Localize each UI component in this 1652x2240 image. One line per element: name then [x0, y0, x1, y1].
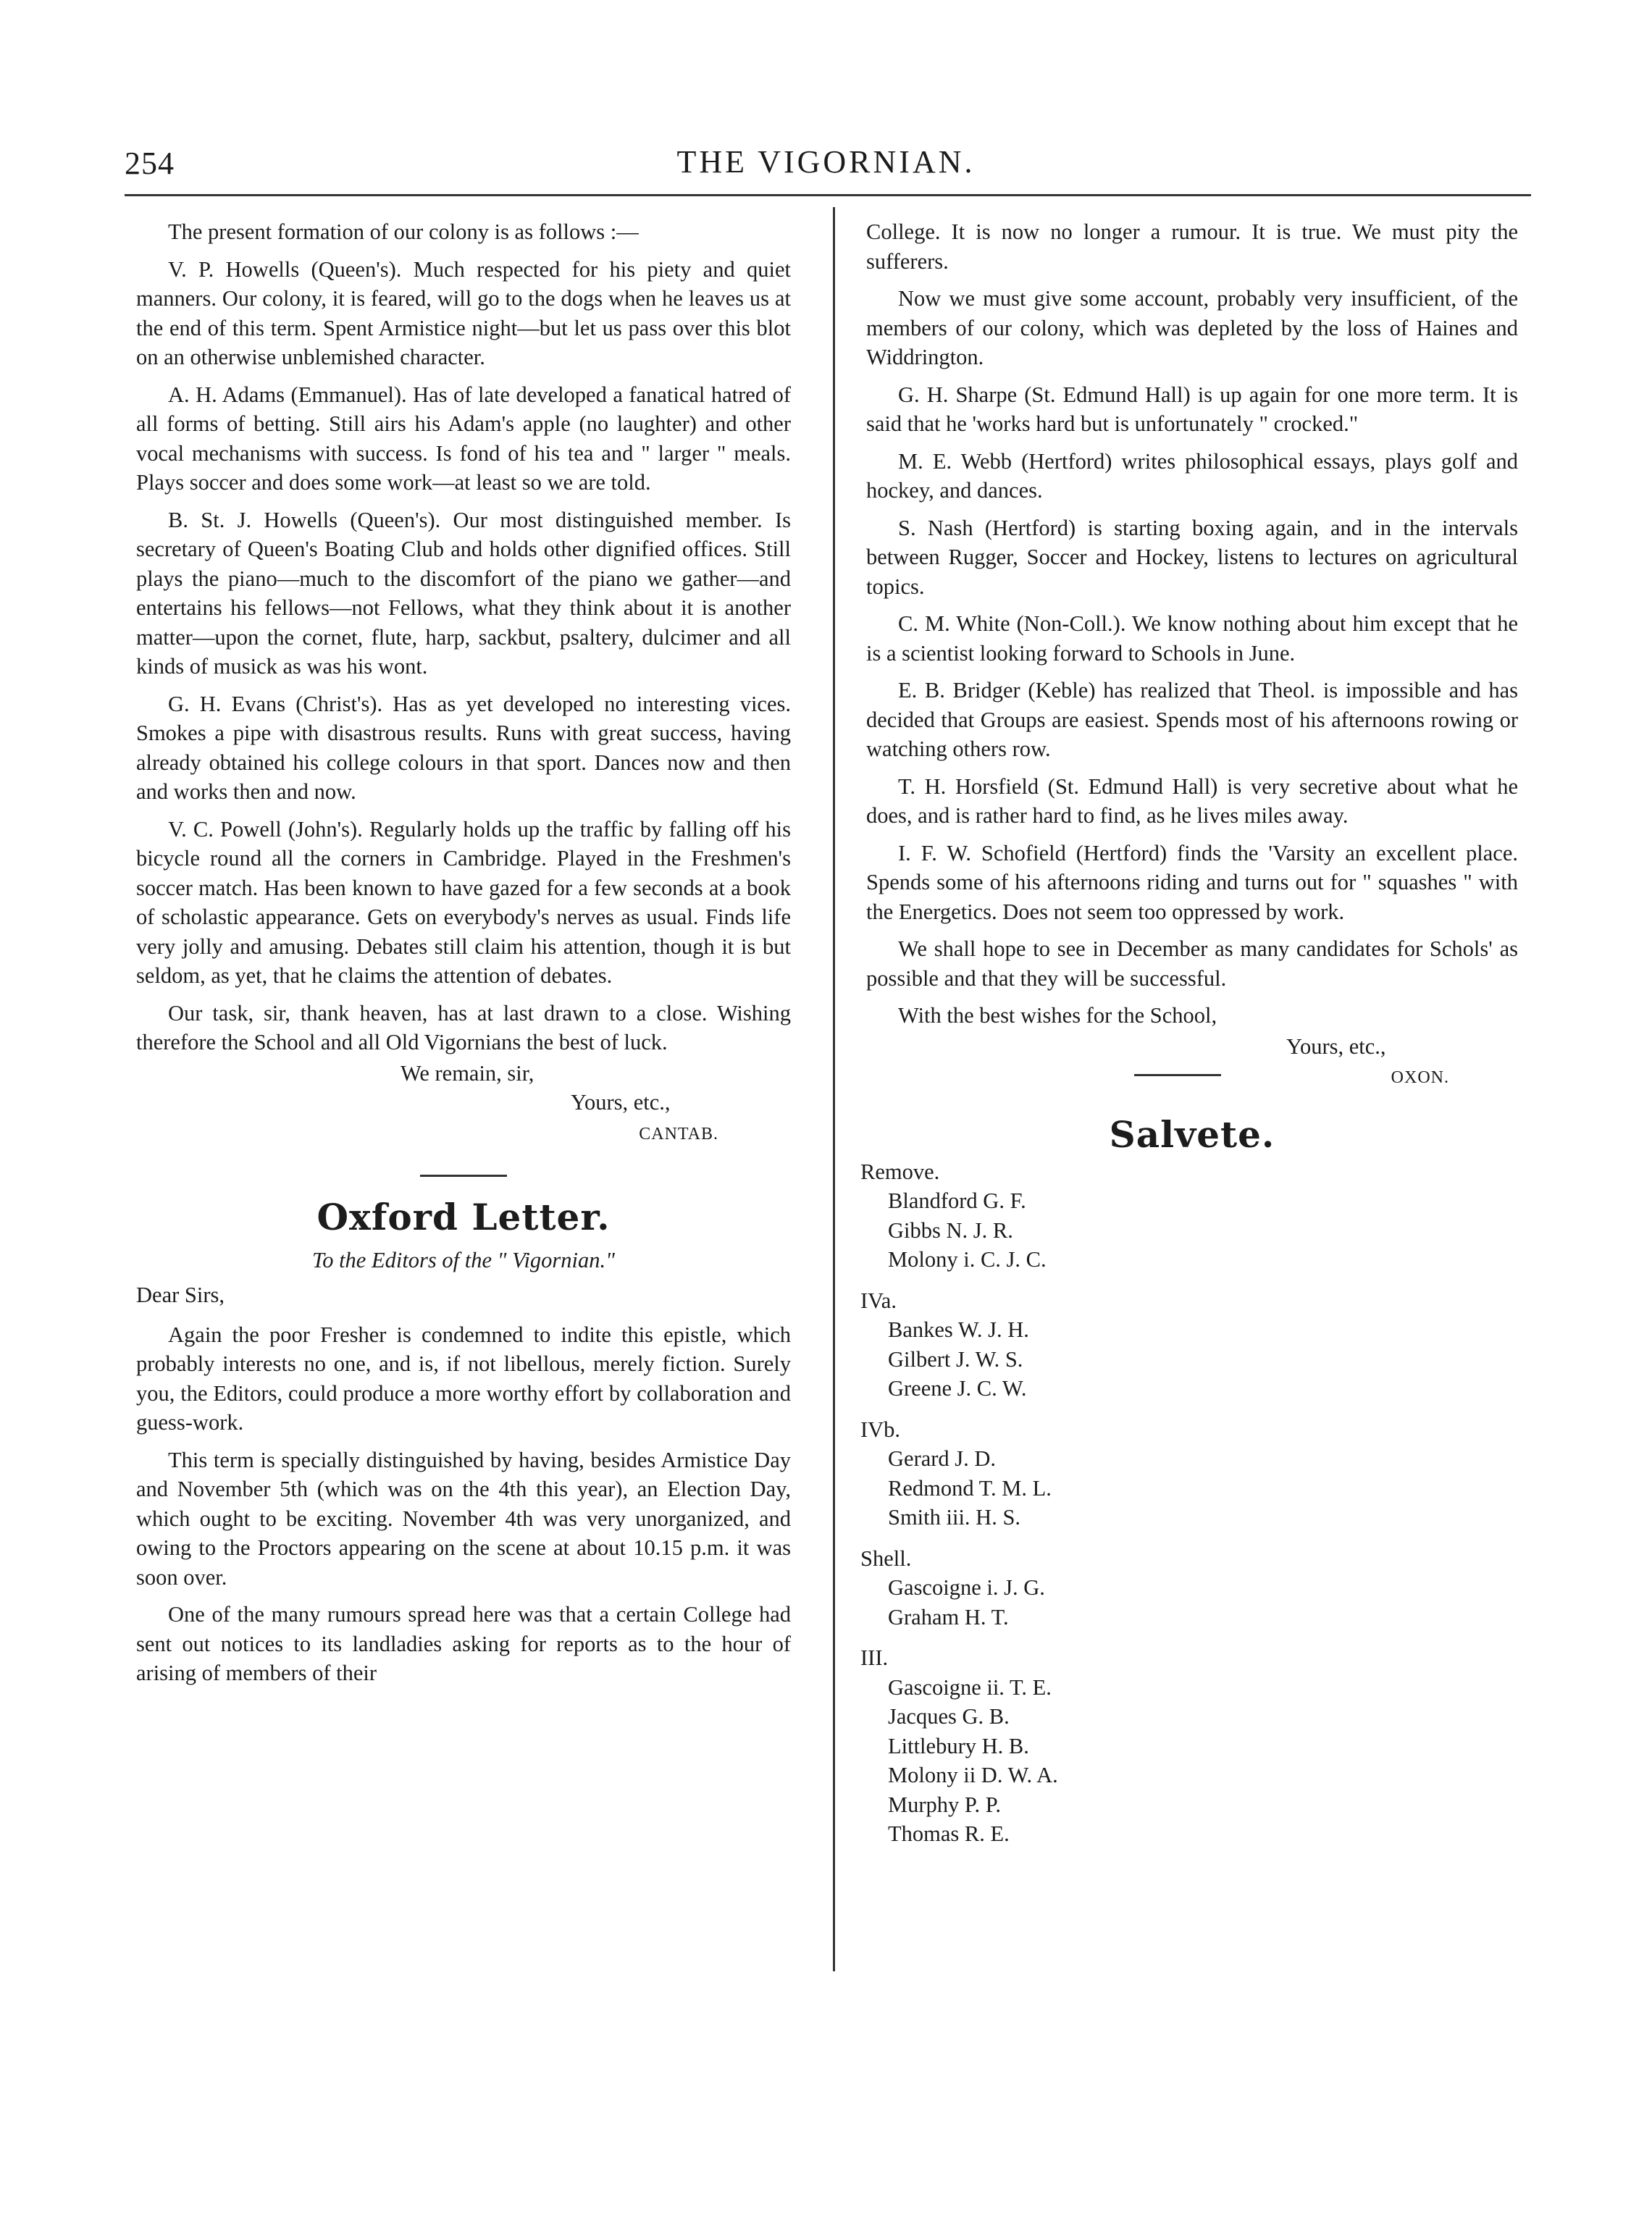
- form-group: [860, 1415, 1518, 1532]
- cambridge-paragraph: V. C. Powell (John's). Regularly holds up the traffic by falling off his bicycle round all the corners in Cambridge. Played in the Freshmen's soccer match. Has been known to have gazed for a few seconds at a book of scholastic appearance. Gets on everybody's nerves as usual. Finds life very jolly and amusing. Debates still claim his attention, though it is but seldom, as yet, that he claims the attention of debates.: [136, 816, 791, 988]
- cambridge-signature: CANTAB.: [639, 1124, 718, 1144]
- pupil-name: Molony ii D. W. A.: [888, 1763, 1058, 1787]
- form-group: [860, 1643, 1518, 1849]
- pupil-name: Graham H. T.: [888, 1604, 1009, 1629]
- cambridge-paragraph: V. P. Howells (Queen's). Much respected for his piety and quiet manners. Our colony, it is feared, will go to the dogs when he leaves us at the end of this term. Spent Armistice night—but let us pass over this blot on an otherwise unblemished character.: [136, 256, 791, 369]
- pupil-name: Gibbs N. J. R.: [888, 1217, 1013, 1243]
- oxford-paragraph: Again the poor Fresher is condemned to indite this epistle, which probably interests no one, and is, if not libellous, merely fiction. Surely you, the Editors, could produce a more worthy effort by collaboration and guess-work.: [136, 1322, 791, 1435]
- oxford-paragraph: M. E. Webb (Hertford) writes philosophical essays, plays golf and hockey, and dances.: [866, 448, 1518, 503]
- section-separator: [1134, 1074, 1221, 1076]
- pupil-name: Gascoigne i. J. G.: [888, 1575, 1045, 1600]
- pupil-name: Bankes W. J. H.: [888, 1317, 1029, 1342]
- pupil-name: Blandford G. F.: [888, 1188, 1026, 1213]
- running-head: THE VIGORNIAN.: [676, 144, 976, 180]
- cambridge-paragraph: A. H. Adams (Emmanuel). Has of late developed a fanatical hatred of all forms of betting. Still airs his Adam's apple (no laughter) and other vocal mechanisms with success. Is fond of his tea and " larger " meals. Plays soccer and does some work—at least so we are told.: [136, 382, 791, 495]
- oxford-paragraph: S. Nash (Hertford) is starting boxing again, and in the intervals between Rugger, Soccer and Hockey, listens to lectures on agricultural topics.: [866, 515, 1518, 599]
- cambridge-closing-1: We remain, sir,: [401, 1060, 534, 1086]
- left-column: [136, 217, 791, 1696]
- salvete-heading: Salvete.: [1109, 1113, 1275, 1156]
- oxford-paragraph: This term is specially distinguished by having, besides Armistice Day and November 5th (which was on the 4th this year), an Election Day, which ought to be exciting. November 4th was very unorganized, and owing to the Proctors appearing on the scene at about 10.15 p.m. it was soon over.: [136, 1447, 791, 1590]
- pupil-name: Molony i. C. J. C.: [888, 1247, 1047, 1272]
- section-separator: [420, 1175, 507, 1177]
- pupil-name: Murphy P. P.: [888, 1792, 1001, 1817]
- header-rule: [125, 194, 1531, 196]
- oxford-letter-subheading: To the Editors of the " Vigornian.": [312, 1247, 615, 1272]
- form-label: Remove.: [860, 1159, 940, 1184]
- right-column: [860, 217, 1518, 1861]
- cambridge-paragraph: Our task, sir, thank heaven, has at last drawn to a close. Wishing therefore the School and all Old Vigornians the best of luck.: [136, 1000, 791, 1054]
- page-number: 254: [125, 146, 175, 181]
- oxford-salutation: Dear Sirs,: [136, 1283, 225, 1307]
- pupil-name: Gascoigne ii. T. E.: [888, 1674, 1052, 1700]
- oxford-paragraph: I. F. W. Schofield (Hertford) finds the 'Varsity an excellent place. Spends some of his afternoons riding and turns out for " squashes " with the Energetics. Does not seem too oppressed by work.: [866, 840, 1518, 924]
- form-group: [860, 1157, 1518, 1275]
- oxford-paragraph: With the best wishes for the School,: [898, 1003, 1217, 1028]
- oxford-paragraph: G. H. Sharpe (St. Edmund Hall) is up again for one more term. It is said that he 'works hard but is unfortunately " crocked.": [866, 382, 1518, 436]
- form-label: Shell.: [860, 1545, 912, 1571]
- pupil-name: Redmond T. M. L.: [888, 1475, 1052, 1501]
- salvete-list: [860, 1157, 1518, 1849]
- pupil-name: Jacques G. B.: [888, 1704, 1010, 1729]
- oxford-continuation: College. It is now no longer a rumour. It is true. We must pity the sufferers.: [866, 219, 1518, 274]
- form-group: [860, 1544, 1518, 1632]
- form-label: III.: [860, 1645, 889, 1670]
- form-group: [860, 1286, 1518, 1404]
- oxford-paragraph: E. B. Bridger (Keble) has realized that Theol. is impossible and has decided that Groups are easiest. Spends most of his afternoons rowing or watching others row.: [866, 678, 1518, 761]
- column-divider: [833, 207, 835, 1971]
- oxford-paragraph: One of the many rumours spread here was that a certain College had sent out notices to its landladies asking for reports as to the hour of arising of members of their: [136, 1602, 791, 1685]
- pupil-name: Smith iii. H. S.: [888, 1505, 1021, 1530]
- pupil-name: Greene J. C. W.: [888, 1376, 1027, 1401]
- pupil-name: Littlebury H. B.: [888, 1733, 1029, 1758]
- oxford-paragraph: T. H. Horsfield (St. Edmund Hall) is very secretive about what he does, and is rather hard to find, as he lives miles away.: [866, 773, 1518, 828]
- cambridge-intro: The present formation of our colony is as follows :—: [168, 219, 639, 244]
- cambridge-closing-2: Yours, etc.,: [571, 1090, 671, 1115]
- oxford-paragraph: Now we must give some account, probably very insufficient, of the members of our colony, which was depleted by the loss of Haines and Widdrington.: [866, 286, 1518, 369]
- pupil-name: Thomas R. E.: [888, 1821, 1010, 1846]
- oxford-signature: OXON.: [1391, 1068, 1449, 1087]
- oxford-letter-heading: Oxford Letter.: [316, 1196, 611, 1238]
- cambridge-paragraph: B. St. J. Howells (Queen's). Our most distinguished member. Is secretary of Queen's Boating Club and holds other dignified offices. Still plays the piano—much to the discomfort of the piano we gather—and entertains his fellows—not Fellows, what they think about it is another matter—upon the cornet, flute, harp, sackbut, psaltery, dulcimer and all kinds of musick as was his wont.: [136, 507, 791, 679]
- oxford-paragraph: C. M. White (Non-Coll.). We know nothing about him except that he is a scientist looking forward to Schools in June.: [866, 611, 1518, 666]
- pupil-name: Gerard J. D.: [888, 1446, 997, 1471]
- form-label: IVa.: [860, 1288, 897, 1313]
- oxford-closing: Yours, etc.,: [1286, 1033, 1386, 1059]
- pupil-name: Gilbert J. W. S.: [888, 1346, 1023, 1372]
- form-label: IVb.: [860, 1417, 901, 1442]
- oxford-paragraph: We shall hope to see in December as many candidates for Schols' as possible and that they will be successful.: [866, 936, 1518, 991]
- cambridge-paragraph: G. H. Evans (Christ's). Has as yet developed no interesting vices. Smokes a pipe with disastrous results. Runs with great success, having already obtained his college colours in that sport. Dances now and then and works then and now.: [136, 691, 791, 804]
